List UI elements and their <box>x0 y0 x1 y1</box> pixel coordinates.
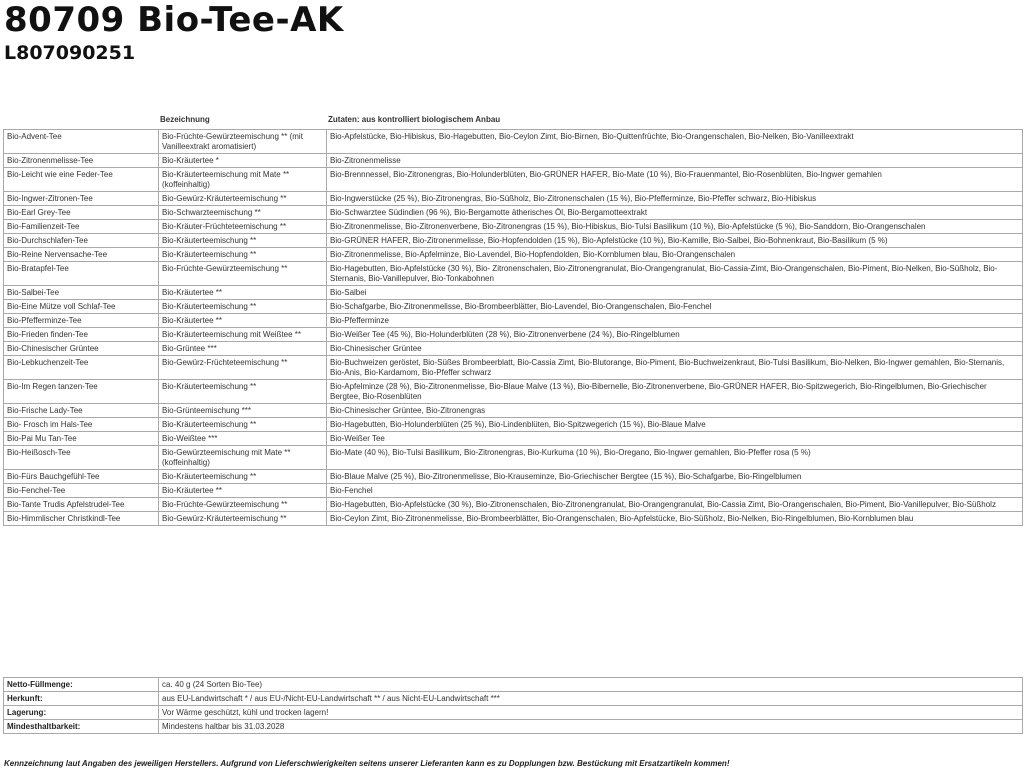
bezeichnung-cell: Bio-Gewürz-Kräuterteemischung ** <box>159 192 327 206</box>
table-row <box>4 206 1023 220</box>
column-header-zutaten: Zutaten: aus kontrolliert biologischem Anbau <box>328 115 501 124</box>
info-label: Mindesthaltbarkeit: <box>4 720 159 734</box>
zutaten-cell: Bio-Salbei <box>327 286 1023 300</box>
table-row <box>4 446 1023 470</box>
bezeichnung-cell: Bio-Kräuterteemischung ** <box>159 234 327 248</box>
bezeichnung-cell: Bio-Schwarzteemischung ** <box>159 206 327 220</box>
zutaten-cell: Bio-Mate (40 %), Bio-Tulsi Basilikum, Bio-Zitronengras, Bio-Kurkuma (10 %), Bio-Oregano, Bio-Ingwer gemahlen, Bio-Pfeffer rosa (5 %) <box>327 446 1023 470</box>
bezeichnung-cell: Bio-Kräuterteemischung mit Weißtee ** <box>159 328 327 342</box>
zutaten-cell: Bio-Hagebutten, Bio-Apfelstücke (30 %), Bio- Zitronenschalen, Bio-Zitronengranulat, Bio-Orangengranulat, Bio-Cassia-Zimt, Bio-Orangenschalen, Bio-Piment, Bio-Nelken, Bio-Süßholz, Bio-Sternanis, Bio-Vanillepulver, Bio-Tonkabohnen <box>327 262 1023 286</box>
info-row <box>4 720 1023 734</box>
table-row <box>4 168 1023 192</box>
tea-name-cell: Bio-Advent-Tee <box>4 130 159 154</box>
zutaten-cell: Bio-Zitronenmelisse, Bio-Apfelminze, Bio-Lavendel, Bio-Hopfendolden, Bio-Kornblumen blau, Bio-Orangenschalen <box>327 248 1023 262</box>
tea-name-cell: Bio-Familienzeit-Tee <box>4 220 159 234</box>
bezeichnung-cell: Bio-Kräuterteemischung ** <box>159 418 327 432</box>
zutaten-cell: Bio-Schafgarbe, Bio-Zitronenmelisse, Bio-Brombeerblätter, Bio-Lavendel, Bio-Orangenschalen, Bio-Fenchel <box>327 300 1023 314</box>
info-row <box>4 692 1023 706</box>
product-title: 80709 Bio-Tee-AK <box>4 0 344 40</box>
bezeichnung-cell: Bio-Kräuterteemischung ** <box>159 248 327 262</box>
zutaten-cell: Bio-Hagebutten, Bio-Holunderblüten (25 %), Bio-Lindenblüten, Bio-Spitzwegerich (15 %), Bio-Blaue Malve <box>327 418 1023 432</box>
table-row <box>4 248 1023 262</box>
table-row <box>4 356 1023 380</box>
zutaten-cell: Bio-Brennnessel, Bio-Zitronengras, Bio-Holunderblüten, Bio-GRÜNER HAFER, Bio-Mate (10 %), Bio-Frauenmantel, Bio-Rosenblüten, Bio-Ingwer gemahlen <box>327 168 1023 192</box>
tea-name-cell: Bio- Frosch im Hals-Tee <box>4 418 159 432</box>
tea-name-cell: Bio-Zitronenmelisse-Tee <box>4 154 159 168</box>
bezeichnung-cell: Bio-Weißtee *** <box>159 432 327 446</box>
zutaten-cell: Bio-Blaue Malve (25 %), Bio-Zitronenmelisse, Bio-Krauseminze, Bio-Griechischer Bergtee (15 %), Bio-Schafgarbe, Bio-Ringelblumen <box>327 470 1023 484</box>
table-row <box>4 286 1023 300</box>
tea-name-cell: Bio-Reine Nervensache-Tee <box>4 248 159 262</box>
info-value: Vor Wärme geschützt, kühl und trocken lagern! <box>159 706 1023 720</box>
zutaten-cell: Bio-Weißer Tee <box>327 432 1023 446</box>
bezeichnung-cell: Bio-Früchte-Gewürzteemischung ** <box>159 498 327 512</box>
info-row <box>4 678 1023 692</box>
tea-name-cell: Bio-Fürs Bauchgefühl-Tee <box>4 470 159 484</box>
lot-number: L807090251 <box>4 42 136 64</box>
table-row <box>4 418 1023 432</box>
table-row <box>4 300 1023 314</box>
column-header-bezeichnung: Bezeichnung <box>160 115 210 124</box>
product-info-table <box>3 677 1023 734</box>
info-value: aus EU-Landwirtschaft * / aus EU-/Nicht-EU-Landwirtschaft ** / aus Nicht-EU-Landwirtschaft *** <box>159 692 1023 706</box>
bezeichnung-cell: Bio-Kräuterteemischung ** <box>159 300 327 314</box>
tea-name-cell: Bio-Lebkuchenzeit-Tee <box>4 356 159 380</box>
zutaten-cell: Bio-Pfefferminze <box>327 314 1023 328</box>
table-row <box>4 262 1023 286</box>
table-row <box>4 432 1023 446</box>
zutaten-cell: Bio-Ingwerstücke (25 %), Bio-Zitronengras, Bio-Süßholz, Bio-Zitronenschalen (15 %), Bio-Pfefferminze, Bio-Pfeffer schwarz, Bio-Hibiskus <box>327 192 1023 206</box>
bezeichnung-cell: Bio-Grüntee *** <box>159 342 327 356</box>
table-row <box>4 380 1023 404</box>
zutaten-cell: Bio-Chinesischer Grüntee <box>327 342 1023 356</box>
info-label: Herkunft: <box>4 692 159 706</box>
tea-name-cell: Bio-Eine Mütze voll Schlaf-Tee <box>4 300 159 314</box>
bezeichnung-cell: Bio-Kräutertee ** <box>159 484 327 498</box>
tea-name-cell: Bio-Im Regen tanzen-Tee <box>4 380 159 404</box>
table-row <box>4 328 1023 342</box>
zutaten-cell: Bio-Hagebutten, Bio-Apfelstücke (30 %), Bio-Zitronenschalen, Bio-Zitronengranulat, Bio-Orangengranulat, Bio-Cassia Zimt, Bio-Orangenschalen, Bio-Piment, Bio-Vanillepulver, Bio-Süßholz <box>327 498 1023 512</box>
tea-name-cell: Bio-Frische Lady-Tee <box>4 404 159 418</box>
ingredients-table <box>3 129 1023 526</box>
bezeichnung-cell: Bio-Gewürz-Früchteteemischung ** <box>159 356 327 380</box>
table-row <box>4 470 1023 484</box>
bezeichnung-cell: Bio-Kräuterteemischung ** <box>159 470 327 484</box>
tea-name-cell: Bio-Salbei-Tee <box>4 286 159 300</box>
zutaten-cell: Bio-Buchweizen geröstet, Bio-Süßes Brombeerblatt, Bio-Cassia Zimt, Bio-Blutorange, Bio-Piment, Bio-Buchweizenkraut, Bio-Tulsi Basilikum, Bio-Nelken, Bio-Ingwer gemahlen, Bio-Sternanis, Bio-Anis, Bio-Kardamom, Bio-Pfeffer schwarz <box>327 356 1023 380</box>
tea-name-cell: Bio-Himmlischer Christkindl-Tee <box>4 512 159 526</box>
table-row <box>4 234 1023 248</box>
tea-name-cell: Bio-Earl Grey-Tee <box>4 206 159 220</box>
tea-name-cell: Bio-Ingwer-Zitronen-Tee <box>4 192 159 206</box>
bezeichnung-cell: Bio-Gewürzteemischung mit Mate ** (koffeinhaltig) <box>159 446 327 470</box>
bezeichnung-cell: Bio-Früchte-Gewürzteemischung ** (mit Vanilleextrakt aromatisiert) <box>159 130 327 154</box>
info-value: ca. 40 g (24 Sorten Bio-Tee) <box>159 678 1023 692</box>
bezeichnung-cell: Bio-Kräutertee ** <box>159 314 327 328</box>
tea-name-cell: Bio-Frieden finden-Tee <box>4 328 159 342</box>
tea-name-cell: Bio-Heißosch-Tee <box>4 446 159 470</box>
table-row <box>4 220 1023 234</box>
info-label: Lagerung: <box>4 706 159 720</box>
bezeichnung-cell: Bio-Grünteemischung *** <box>159 404 327 418</box>
table-row <box>4 342 1023 356</box>
tea-name-cell: Bio-Bratapfel-Tee <box>4 262 159 286</box>
table-row <box>4 314 1023 328</box>
tea-name-cell: Bio-Leicht wie eine Feder-Tee <box>4 168 159 192</box>
tea-name-cell: Bio-Durchschlafen-Tee <box>4 234 159 248</box>
bezeichnung-cell: Bio-Früchte-Gewürzteemischung ** <box>159 262 327 286</box>
bezeichnung-cell: Bio-Kräutertee * <box>159 154 327 168</box>
info-label: Netto-Füllmenge: <box>4 678 159 692</box>
bezeichnung-cell: Bio-Kräuter-Früchteteemischung ** <box>159 220 327 234</box>
tea-name-cell: Bio-Tante Trudis Apfelstrudel-Tee <box>4 498 159 512</box>
zutaten-cell: Bio-GRÜNER HAFER, Bio-Zitronenmelisse, Bio-Hopfendolden (15 %), Bio-Apfelstücke (10 %), Bio-Kamille, Bio-Salbei, Bio-Bohnenkraut, Bio-Basilikum (5 %) <box>327 234 1023 248</box>
table-row <box>4 404 1023 418</box>
table-row <box>4 192 1023 206</box>
zutaten-cell: Bio-Chinesischer Grüntee, Bio-Zitronengras <box>327 404 1023 418</box>
bezeichnung-cell: Bio-Gewürz-Kräuterteemischung ** <box>159 512 327 526</box>
zutaten-cell: Bio-Ceylon Zimt, Bio-Zitronenmelisse, Bio-Brombeerblätter, Bio-Orangenschalen, Bio-Apfelstücke, Bio-Süßholz, Bio-Nelken, Bio-Ringelblumen, Bio-Kornblumen blau <box>327 512 1023 526</box>
tea-name-cell: Bio-Pai Mu Tan-Tee <box>4 432 159 446</box>
zutaten-cell: Bio-Zitronenmelisse, Bio-Zitronenverbene, Bio-Zitronengras (15 %), Bio-Hibiskus, Bio-Tulsi Basilikum (10 %), Bio-Apfelstücke (5 %), Bio-Sanddorn, Bio-Orangenschalen <box>327 220 1023 234</box>
info-value: Mindestens haltbar bis 31.03.2028 <box>159 720 1023 734</box>
zutaten-cell: Bio-Zitronenmelisse <box>327 154 1023 168</box>
bezeichnung-cell: Bio-Kräuterteemischung mit Mate ** (koffeinhaltig) <box>159 168 327 192</box>
table-row <box>4 130 1023 154</box>
zutaten-cell: Bio-Fenchel <box>327 484 1023 498</box>
zutaten-cell: Bio-Apfelstücke, Bio-Hibiskus, Bio-Hagebutten, Bio-Ceylon Zimt, Bio-Birnen, Bio-Quittenfrüchte, Bio-Orangenschalen, Bio-Nelken, Bio-Vanilleextrakt <box>327 130 1023 154</box>
zutaten-cell: Bio-Weißer Tee (45 %), Bio-Holunderblüten (28 %), Bio-Zitronenverbene (24 %), Bio-Ringelblumen <box>327 328 1023 342</box>
bezeichnung-cell: Bio-Kräuterteemischung ** <box>159 380 327 404</box>
table-row <box>4 512 1023 526</box>
info-row <box>4 706 1023 720</box>
footnote: Kennzeichnung laut Angaben des jeweiligen Herstellers. Aufgrund von Lieferschwierigkeiten seitens unserer Lieferanten kann es zu Dopplungen bzw. Bestückung mit Ersatzartikeln kommen! <box>4 759 730 768</box>
zutaten-cell: Bio-Apfelminze (28 %), Bio-Zitronenmelisse, Bio-Blaue Malve (13 %), Bio-Bibernelle, Bio-Zitronenverbene, Bio-GRÜNER HAFER, Bio-Spitzwegerich, Bio-Ringelblumen, Bio-Griechischer Bergtee, Bio-Rosenblüten <box>327 380 1023 404</box>
table-row <box>4 498 1023 512</box>
table-row <box>4 484 1023 498</box>
tea-name-cell: Bio-Pfefferminze-Tee <box>4 314 159 328</box>
table-row <box>4 154 1023 168</box>
bezeichnung-cell: Bio-Kräutertee ** <box>159 286 327 300</box>
zutaten-cell: Bio-Schwarztee Südindien (96 %), Bio-Bergamotte ätherisches Öl, Bio-Bergamotteextrakt <box>327 206 1023 220</box>
tea-name-cell: Bio-Fenchel-Tee <box>4 484 159 498</box>
tea-name-cell: Bio-Chinesischer Grüntee <box>4 342 159 356</box>
